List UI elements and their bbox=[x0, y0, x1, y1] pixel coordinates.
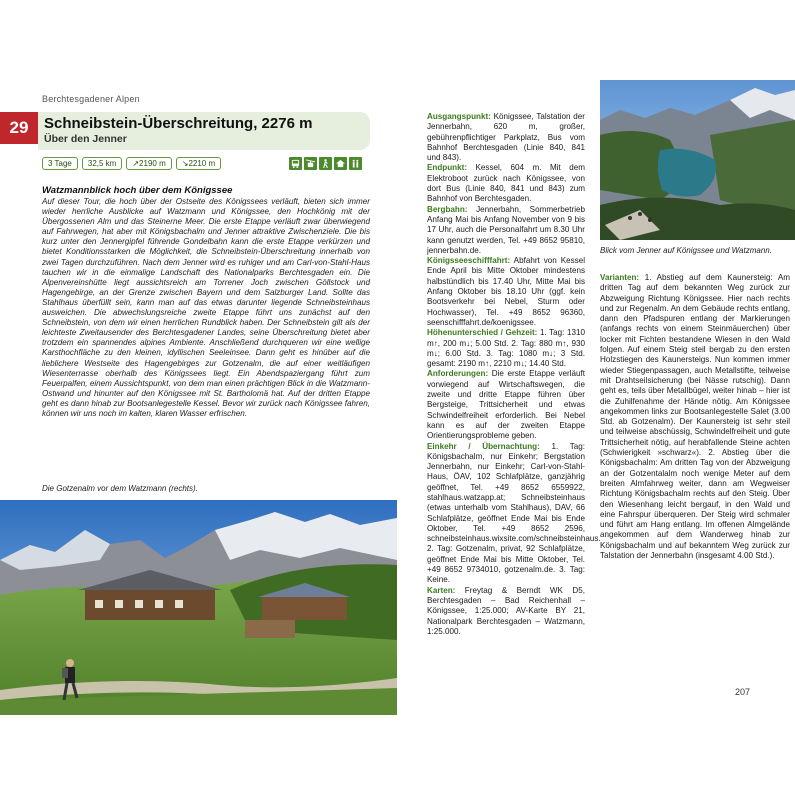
photo-caption-right: Blick vom Jenner auf Königssee und Watzmann. bbox=[600, 246, 772, 255]
info-column bbox=[427, 112, 601, 637]
hiker-icon bbox=[319, 157, 332, 170]
region-label: Berchtesgadener Alpen bbox=[42, 94, 140, 104]
info-boat: Königsseeschifffahrt: Abfahrt von Kessel Ende April bis Mitte Oktober mindestens halbstündlich bis 17.40 Uhr, Mitte Mai bis Anfang Oktober bis 18.10 Uhr (ggf. kein Bootsverkehr bei Nebel, Sturm oder Hochwasser), Tel. +49 8652 96360, seenschifffahrt.de/koenigssee. bbox=[427, 256, 585, 327]
photo-gotzenalm bbox=[0, 500, 397, 715]
photo-caption-left: Die Gotzenalm vor dem Watzmann (rechts). bbox=[42, 484, 198, 493]
family-icon bbox=[349, 157, 362, 170]
info-start: Ausgangspunkt: Königssee, Talstation der Jennerbahn, 620 m, großer, gebührenpflichtiger Parkplatz, Bus vom Bahnhof Berchtesgaden (Linie 840, 841 und 843). bbox=[427, 112, 585, 163]
hut-icon bbox=[334, 157, 347, 170]
variants-column bbox=[600, 273, 790, 561]
title-box bbox=[38, 112, 370, 150]
page-title: Schneibstein-Überschreitung, 2276 m bbox=[44, 115, 313, 132]
photo-koenigssee bbox=[600, 80, 795, 240]
variants-text: 1. Abstieg auf dem Kaunersteig: Am dritten Tag auf dem bekannten Weg zurück zur Abzweigung Richtung Königssee. Hier nach rechts und zur Regenalm. An dem Gebäude rechts entlang, dann den Pfadspuren entlang der Markierungen (anfangs rechts von einem Steinmäuerchen) über locker mit Fichten bestandene Wiesen in den Wald folgen. Auf einem Steig steil bergab zu den ersten Holzstiegen des Kaunersteigs. Nun kommen immer wieder Stiegenpassagen, auch Metallstifte, teilweise mit Drahtseilsicherung (bei Nässe rutschig). Dann geht es, teils über Metallbügel, weiter hinab – hier ist die Zuhilfenahme der Hände nötig. Am Königssee angekommen links zur Bootsanlegestelle Salet (3.00 Std. ab Gotzenalm). Der Kaunersteig ist sehr steil und teilweise abschüssig, Schwindelfreiheit und gute Trittsicherheit nötig, auf herabfallende Steine achten (Schwierigkeit »schwarz«). 2. Abstieg über die Königsbachalm: Am dritten Tag von der Abzweigung an der Gotzentalalm noch wenige Meter auf dem breiten Almfahrweg weiter, dann am Wegweiser Richtung Königsbachalm rechts auf den Steig. Über den Wiesenhang leicht bergauf, in den Wald und eine Fahrspur überqueren. Der Steig wird schmaler und führt am Hang entlang. Im offenen Almgelände angekommen auf dem Wanderweg hinab zur Königsbachalm und auf bekanntem Weg zurück zur Talstation der Jennerbahn (insgesamt 4.00 Std.). bbox=[600, 273, 790, 561]
tour-number-badge: 29 bbox=[0, 112, 38, 144]
stat-distance: 32,5 km bbox=[82, 157, 122, 170]
stat-ascent: ↗2190 m bbox=[126, 157, 171, 170]
stat-descent: ↘2210 m bbox=[176, 157, 221, 170]
variants-label: Varianten: bbox=[600, 273, 640, 282]
info-maps: Karten: Freytag & Berndt WK D5, Berchtesgaden – Bad Reichenhall – Königssee, 1:25.000; AV-Karte BY 21, Nationalpark Berchtesgaden – Watzmann, 1:25.000. bbox=[427, 585, 585, 636]
page-subtitle: Über den Jenner bbox=[44, 133, 127, 145]
feature-icons bbox=[289, 157, 362, 170]
stats-row bbox=[42, 157, 221, 170]
cable-car-icon bbox=[304, 157, 317, 170]
info-end: Endpunkt: Kessel, 604 m. Mit dem Elektroboot zurück nach Königssee, von dort Bus (Linie 840, 841 und 843) zum Bahnhof von Berchtesgaden. bbox=[427, 163, 585, 204]
info-cable-car: Bergbahn: Jennerbahn, Sommerbetrieb Anfang Mai bis Anfang November von 9 bis 17 Uhr, auch die Personalfahrt um 8.30 Uhr kann genutzt werden, Tel. +49 8652 95810, jennerbahn.de. bbox=[427, 204, 585, 255]
intro-text: Auf dieser Tour, die hoch über der Ostseite des Königssees verläuft, bieten sich immer wieder herrliche Ausblicke auf Watzmann und Königssee, den Hochkönig mit der Übergossenen Alm und das Steinerne Meer. Die erste Etappe verläuft zwar überwiegend auf Fahrwegen, hat aber mit Königsbachalm und Jenner attraktive Zwischenziele. Die bis kurz unter den Jennergipfel führende Gondelbahn kann die erste Etappe verkürzen und bietet Konditionsstarken die Möglichkeit, die Schneibstein-Überschreitung innerhalb von zwei Tagen durchzuführen. Nach dem Jenner wird es ruhiger und am Carl-von-Stahl-Haus tauchen wir in die einmalige Landschaft des Nationalparks Berchtesgaden ein. Die Alpenvereinshütte liegt aussichtsreich am Torrener Joch zwischen Göllstock und Hagengebirge, an der Grenze zwischen Bayern und dem Salzburger Land. Sollte das Stahlhaus überfüllt sein, kann man auf das etwas darunter liegende Schneibsteinhaus ausweichen. Die abwechslungsreiche zweite Etappe führt uns zunächst auf den Schneibstein, von dem wir einen herrlichen Rundblick haben. Der Schneibstein gilt als der leichteste Zweitausender des Berchtesgadener Landes, seine Überschreitung bietet aber trotzdem ein spannendes alpines Ambiente. Anschließend durchqueren wir eine wellige Karsthochfläche zu den kleinen, idyllischen Seeleinsee. Dann geht es hinüber auf die lieblichere Westseite des Hagengebirges zur Gotzenalm, die auf einer weitläufigen Wiesenterrasse oberhalb des Königssees liegt. Ein Abendspaziergang führt zum Feuerpalfen, einem Aussichtspunkt, von dem man einen prächtigen Blick in die Watzmann-Ostwand und hinunter auf den Königssee mit St. Bartholomä hat. Auf der dritten Etappe geht es dann hinab zur Bootsanlegestelle Kessel. Bevor wir zurück nach Königssee fahren, können wir uns noch im kalten, klaren Wasser erfrischen. bbox=[42, 197, 370, 418]
info-requirements: Anforderungen: Die erste Etappe verläuft vorwiegend auf Wirtschaftswegen, die zweite und dritte Etappe führen über Bergsteige, Trittsicherheit und etwas Schwindelfreiheit erforderlich. Bei Nebel kann es auf der zweiten Etappe Orientierungsprobleme geben. bbox=[427, 369, 585, 441]
page-number: 207 bbox=[735, 687, 751, 697]
info-huts: Einkehr / Übernachtung: 1. Tag: Königsbachalm, nur Einkehr; Bergstation Jennerbahn, nur Einkehr; Carl-von-Stahl-Haus, ÖAV, 102 Schlafplätze, ganzjährig geöffnet, Tel. +49 8652 6559922, stahlhaus.watzapp.at; Schneibsteinhaus (etwas unterhalb vom Stahlhaus), DAV, 66 Schlafplätze, geöffnet Ende Mai bis Ende Oktober, Tel. +49 8652 2596, schneibsteinhaus.wixsite.com/schneibsteinhaus. 2. Tag: Gotzenalm, privat, 92 Schlafplätze, geöffnet Ende Mai bis Mitte Oktober, Tel. +49 8652 9734010, gotzenalm.de. 3. Tag: Keine. bbox=[427, 441, 601, 585]
intro-heading: Watzmannblick hoch über dem Königssee bbox=[42, 185, 233, 196]
bus-icon bbox=[289, 157, 302, 170]
info-elevation: Höhenunterschied / Gehzeit: 1. Tag: 1310 m↑, 200 m↓; 5.00 Std. 2. Tag: 880 m↑, 930 m↓; 6.00 Std. 3. Tag: 1080 m↓; 3 Std. gesamt: 2190 m↑, 2210 m↓; 14.40 Std. bbox=[427, 328, 585, 369]
stat-duration: 3 Tage bbox=[42, 157, 78, 170]
